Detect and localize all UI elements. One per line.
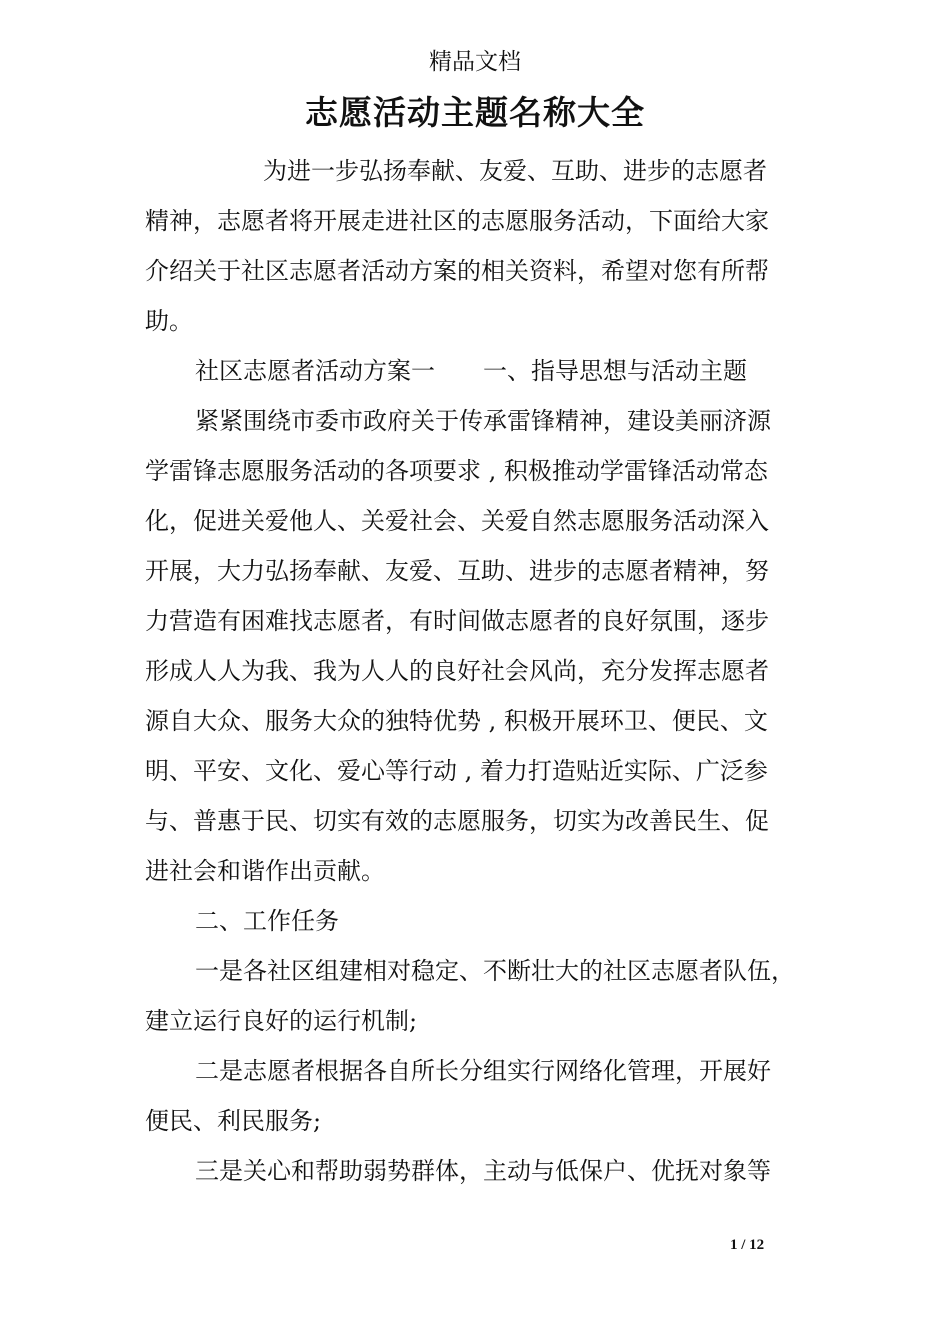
- document-body: [145, 146, 825, 1196]
- paragraph-line: 进社会和谐作出贡献。: [145, 857, 385, 885]
- paragraph-line: 精神，志愿者将开展走进社区的志愿服务活动，下面给大家: [145, 207, 769, 235]
- paragraph-line: 助。: [145, 307, 193, 335]
- paragraph-line: 一是各社区组建相对稳定、不断壮大的社区志愿者队伍，: [195, 957, 795, 985]
- paragraph-line: 三是关心和帮助弱势群体，主动与低保户、优抚对象等: [195, 1157, 771, 1185]
- paragraph-line: 形成人人为我、我为人人的良好社会风尚，充分发挥志愿者: [145, 657, 769, 685]
- paragraph-line: 建立运行良好的运行机制;: [145, 1007, 418, 1035]
- paragraph-line: 便民、利民服务;: [145, 1107, 322, 1135]
- section-heading: 二、工作任务: [195, 907, 339, 935]
- paragraph-line: 明、平安、文化、爱心等行动 , 着力打造贴近实际、广泛参: [145, 757, 768, 785]
- page-header: 精品文档: [429, 49, 521, 75]
- document-title: 志愿活动主题名称大全: [305, 93, 645, 132]
- paragraph-line: 二是志愿者根据各自所长分组实行网络化管理，开展好: [195, 1057, 771, 1085]
- paragraph-line: 与、普惠于民、切实有效的志愿服务，切实为改善民生、促: [145, 807, 769, 835]
- paragraph-line: 紧紧围绕市委市政府关于传承雷锋精神，建设美丽济源: [195, 407, 771, 435]
- paragraph-line: 源自大众、服务大众的独特优势 , 积极开展环卫、便民、文: [145, 707, 768, 735]
- paragraph-line: 学雷锋志愿服务活动的各项要求 , 积极推动学雷锋活动常态: [145, 457, 768, 485]
- page-number: 1 / 12: [730, 1237, 765, 1253]
- paragraph-line: 开展，大力弘扬奉献、友爱、互助、进步的志愿者精神，努: [145, 557, 769, 585]
- paragraph-line: 化，促进关爱他人、关爱社会、关爱自然志愿服务活动深入: [145, 507, 769, 535]
- paragraph-line: 为进一步弘扬奉献、友爱、互助、进步的志愿者: [263, 157, 767, 185]
- paragraph-line: 力营造有困难找志愿者，有时间做志愿者的良好氛围，逐步: [145, 607, 769, 635]
- paragraph-line: 介绍关于社区志愿者活动方案的相关资料，希望对您有所帮: [145, 257, 769, 285]
- paragraph-line: 社区志愿者活动方案一 一、指导思想与活动主题: [195, 357, 747, 385]
